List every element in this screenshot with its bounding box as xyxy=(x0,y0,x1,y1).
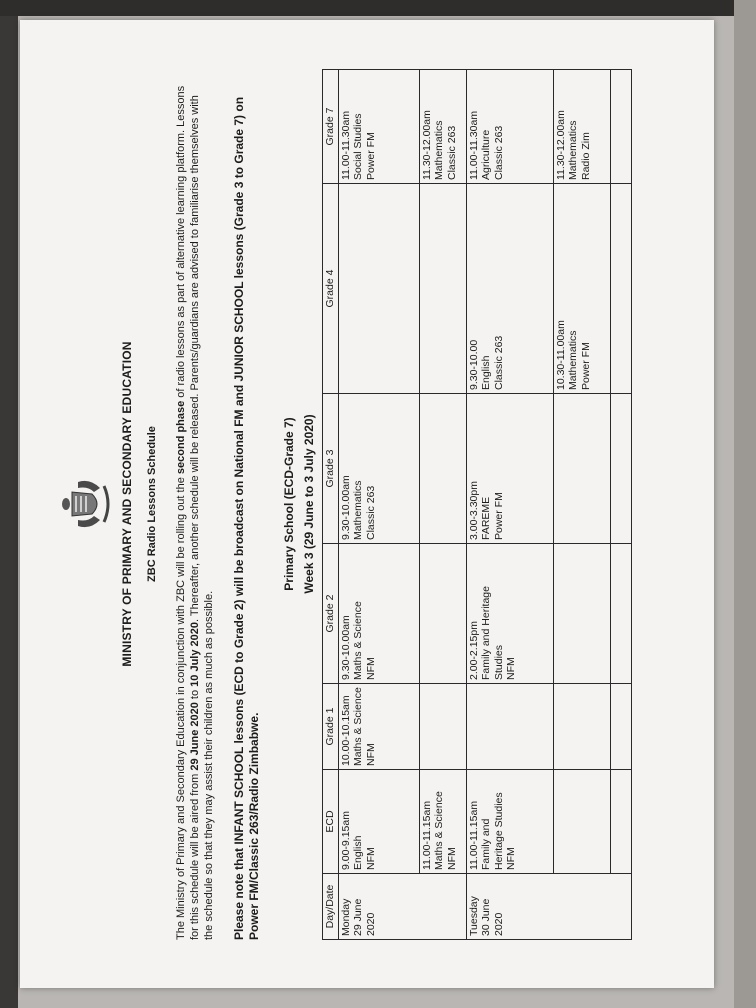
empty-cell xyxy=(553,684,610,770)
tuesday-grade7-cell-2 xyxy=(553,70,610,184)
empty-cell xyxy=(419,684,466,770)
lesson-station: NFM xyxy=(364,847,377,870)
lesson-subject: Family and xyxy=(480,818,492,870)
lesson-time: 11.30-12.00am xyxy=(420,110,433,180)
monday-date-cell xyxy=(338,874,466,940)
lesson-subject: Mathematics xyxy=(567,330,579,390)
monday-grade4-cell xyxy=(338,184,419,394)
lesson-station: Power FM xyxy=(364,132,377,180)
table-header-row xyxy=(323,70,339,940)
lesson-subject-cont: Heritage Studies xyxy=(492,792,505,870)
intro-text-2: of radio lessons as part of alternative learning platform. Lessons for this schedule will be aired from xyxy=(175,85,201,940)
lesson-station: NFM xyxy=(364,743,377,766)
lesson-station: Classic 263 xyxy=(364,485,377,540)
lesson-station: NFM xyxy=(505,847,517,870)
lesson-station: NFM xyxy=(505,657,517,680)
lesson-station: Power FM xyxy=(492,492,505,540)
tuesday-grade4-cell-2 xyxy=(553,184,610,394)
monday-ecd-cell xyxy=(338,770,419,874)
empty-cell xyxy=(553,770,610,874)
header-grade-7: Grade 7 xyxy=(323,70,339,184)
lesson-subject-cont: Studies xyxy=(492,644,505,680)
day-label: Tuesday xyxy=(467,896,480,936)
schedule-subtitle: ZBC Radio Lessons Schedule xyxy=(146,426,158,582)
coat-of-arms-icon xyxy=(56,474,116,534)
intro-text-3: to xyxy=(189,686,201,703)
lesson-time: 10.00-10.15am xyxy=(339,695,352,766)
lesson-time: 11.00-11.15am xyxy=(467,800,480,870)
lesson-time: 2.00-2.15pm xyxy=(467,621,480,680)
tuesday-grade2-cell xyxy=(466,544,553,684)
tuesday-date-cell xyxy=(466,874,631,940)
empty-cell xyxy=(553,544,610,684)
intro-text-4: . Thereafter, another schedule will be released. Parents/guardians are advised to familiarise themselves with the schedule so that they may assist their children as much as possible. xyxy=(189,95,215,940)
background-left-edge xyxy=(0,0,18,1008)
header-grade-3: Grade 3 xyxy=(323,394,339,544)
lesson-time: 11.00-11.30am xyxy=(467,110,480,180)
year-label: 2020 xyxy=(492,912,505,936)
lesson-station: Classic 263 xyxy=(492,125,505,180)
intro-second-phase: second phase xyxy=(175,400,187,475)
document-page xyxy=(20,20,714,988)
empty-cell xyxy=(419,184,466,394)
year-label: 2020 xyxy=(364,912,377,936)
intro-date-to: 10 July 2020 xyxy=(189,622,201,687)
lesson-time: 11.00-11.30am xyxy=(339,110,352,180)
empty-cell xyxy=(610,70,631,184)
lesson-time: 9.30-10.00 xyxy=(467,339,480,390)
lesson-subject: English xyxy=(352,835,364,870)
monday-grade7-cell-2 xyxy=(419,70,466,184)
monday-grade3-cell xyxy=(338,394,419,544)
broadcast-note: Please note that INFANT SCHOOL lessons (ECD to Grade 2) will be broadcast on National FM and JUNIOR SCHOOL lessons (Grade 3 to Grade 7) on Power FM/Classic 263/Radio Zimbabwe. xyxy=(232,96,261,940)
monday-grade7-cell xyxy=(338,70,419,184)
section-title: Primary School (ECD-Grade 7) xyxy=(282,417,296,591)
date-label: 29 June xyxy=(352,898,364,936)
intro-text-1: The Ministry of Primary and Secondary Education in conjunction with ZBC will be rolling out the xyxy=(175,474,187,940)
monday-grade1-cell xyxy=(338,684,419,770)
lesson-time: 11.30-12.00am xyxy=(554,110,567,180)
day-label: Monday xyxy=(339,898,352,936)
ministry-heading: MINISTRY OF PRIMARY AND SECONDARY EDUCATION xyxy=(120,341,134,667)
background-top-edge xyxy=(0,0,756,16)
lesson-subject: FAREME xyxy=(480,496,492,540)
lesson-station: Power FM xyxy=(579,342,592,390)
empty-cell xyxy=(610,184,631,394)
empty-cell xyxy=(610,770,631,874)
empty-cell xyxy=(610,684,631,770)
lesson-station: Classic 263 xyxy=(492,335,505,390)
lesson-time: 9.00-9.15am xyxy=(339,811,352,870)
table-row xyxy=(466,70,553,940)
empty-cell xyxy=(466,684,553,770)
lesson-subject: English xyxy=(480,355,492,390)
lesson-station: NFM xyxy=(445,847,458,870)
empty-cell xyxy=(610,394,631,544)
tuesday-grade4-cell xyxy=(466,184,553,394)
tuesday-ecd-cell xyxy=(466,770,553,874)
lesson-subject: Mathematics xyxy=(567,120,579,180)
lesson-subject: Maths & Science xyxy=(352,687,364,766)
lesson-subject: Family and Heritage xyxy=(480,586,492,680)
lesson-subject: Maths & Science xyxy=(433,791,445,870)
table-row xyxy=(553,70,610,940)
header-grade-4: Grade 4 xyxy=(323,184,339,394)
date-label: 30 June xyxy=(480,898,492,936)
header-grade-2: Grade 2 xyxy=(323,544,339,684)
monday-ecd-cell-2 xyxy=(419,770,466,874)
schedule-table xyxy=(322,69,632,940)
paper-sheet xyxy=(20,20,714,988)
empty-cell xyxy=(419,394,466,544)
lesson-station: Classic 263 xyxy=(445,125,458,180)
header-day-date: Day/Date xyxy=(323,874,339,940)
header-ecd: ECD xyxy=(323,770,339,874)
lesson-time: 9.30-10.00am xyxy=(339,475,352,540)
tuesday-grade3-cell xyxy=(466,394,553,544)
lesson-subject: Agriculture xyxy=(480,129,492,180)
week-title: Week 3 (29 June to 3 July 2020) xyxy=(302,414,316,594)
lesson-station: Radio Zim xyxy=(579,132,592,180)
tuesday-grade7-cell xyxy=(466,70,553,184)
intro-date-from: 29 June 2020 xyxy=(189,702,201,771)
lesson-station: NFM xyxy=(364,657,377,680)
empty-cell xyxy=(419,544,466,684)
background-right-edge xyxy=(734,0,756,1008)
empty-cell xyxy=(610,544,631,684)
lesson-subject: Maths & Science xyxy=(352,601,364,680)
lesson-time: 11.00-11.15am xyxy=(420,800,433,870)
header-grade-1: Grade 1 xyxy=(323,684,339,770)
empty-cell xyxy=(553,394,610,544)
lesson-time: 9.30-10.00am xyxy=(339,615,352,680)
monday-grade2-cell xyxy=(338,544,419,684)
table-row xyxy=(419,70,466,940)
table-row xyxy=(610,70,631,940)
table-row xyxy=(338,70,419,940)
lesson-subject: Social Studies xyxy=(352,113,364,180)
lesson-time: 10.30-11.00am xyxy=(554,320,567,390)
lesson-time: 3.00-3.30pm xyxy=(467,481,480,540)
lesson-subject: Mathematics xyxy=(352,480,364,540)
lesson-subject: Mathematics xyxy=(433,120,445,180)
intro-paragraph xyxy=(174,80,216,940)
